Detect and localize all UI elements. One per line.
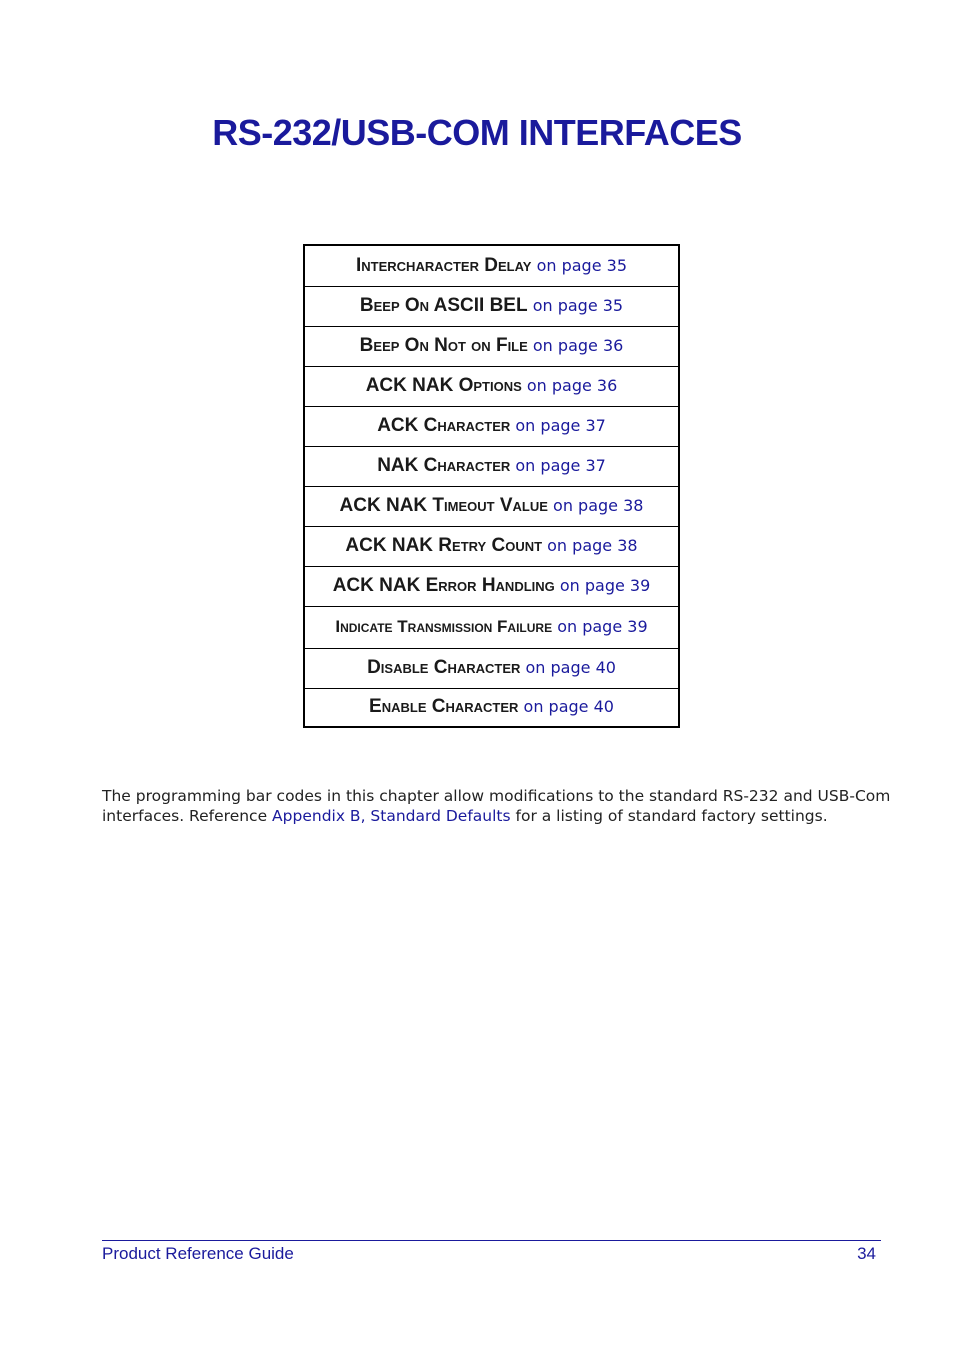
toc-page-link[interactable]: on page 35: [532, 296, 624, 315]
toc-page-link[interactable]: on page 37: [515, 456, 606, 475]
toc-row[interactable]: [304, 326, 679, 366]
intro-text-end: for a listing of standard factory settings.: [510, 807, 828, 825]
footer-divider: [102, 1240, 881, 1241]
toc-row[interactable]: [304, 566, 679, 606]
page-number: 34: [857, 1244, 876, 1263]
toc-row[interactable]: [304, 446, 679, 486]
toc-page-link[interactable]: on page 36: [532, 336, 624, 355]
footer-guide-title: Product Reference Guide: [102, 1244, 294, 1263]
page-title: RS-232/USB-COM INTERFACES: [212, 112, 742, 153]
toc-topic[interactable]: Enable Character: [369, 696, 519, 718]
toc-topic[interactable]: ACK NAK Timeout Value: [339, 495, 548, 516]
appendix-link[interactable]: Appendix B, Standard Defaults: [272, 807, 511, 825]
toc-row[interactable]: [304, 648, 679, 688]
toc-row[interactable]: [304, 245, 679, 286]
toc-topic[interactable]: Beep On ASCII BEL: [359, 295, 528, 316]
toc-page-link[interactable]: on page 38: [553, 496, 644, 515]
toc-page-link[interactable]: on page 39: [557, 617, 648, 636]
intro-text: The programming bar codes in this chapter allow modifications to the standard RS-232 and USB-Com interfaces. Reference: [102, 787, 891, 825]
toc-row[interactable]: [304, 406, 679, 446]
toc-table: [303, 244, 680, 728]
toc-topic[interactable]: Indicate Transmission Failure: [335, 617, 553, 636]
toc-page-link[interactable]: on page 36: [526, 376, 618, 395]
toc-topic[interactable]: ACK Character: [377, 415, 511, 436]
toc-topic[interactable]: Beep On Not on File: [359, 335, 528, 356]
toc-topic[interactable]: ACK NAK Retry Count: [345, 535, 543, 556]
toc-topic[interactable]: ACK NAK Error Handling: [332, 575, 555, 596]
toc-page-link[interactable]: on page 40: [525, 658, 616, 677]
toc-page-link[interactable]: on page 37: [515, 416, 606, 435]
toc-row[interactable]: [304, 606, 679, 648]
toc-page-link[interactable]: on page 40: [523, 697, 614, 717]
toc-topic[interactable]: Intercharacter Delay: [356, 254, 532, 276]
toc-topic[interactable]: Disable Character: [367, 657, 521, 678]
toc-topic[interactable]: ACK NAK Options: [365, 375, 522, 396]
toc-topic[interactable]: NAK Character: [377, 455, 511, 476]
toc-row[interactable]: [304, 366, 679, 406]
toc-row[interactable]: [304, 688, 679, 727]
toc-page-link[interactable]: on page 38: [547, 536, 638, 555]
toc-row[interactable]: [304, 486, 679, 526]
intro-paragraph: [102, 786, 892, 826]
toc-row[interactable]: [304, 286, 679, 326]
toc-page-link[interactable]: on page 35: [536, 255, 627, 275]
toc-page-link[interactable]: on page 39: [559, 576, 651, 595]
toc-row[interactable]: [304, 526, 679, 566]
